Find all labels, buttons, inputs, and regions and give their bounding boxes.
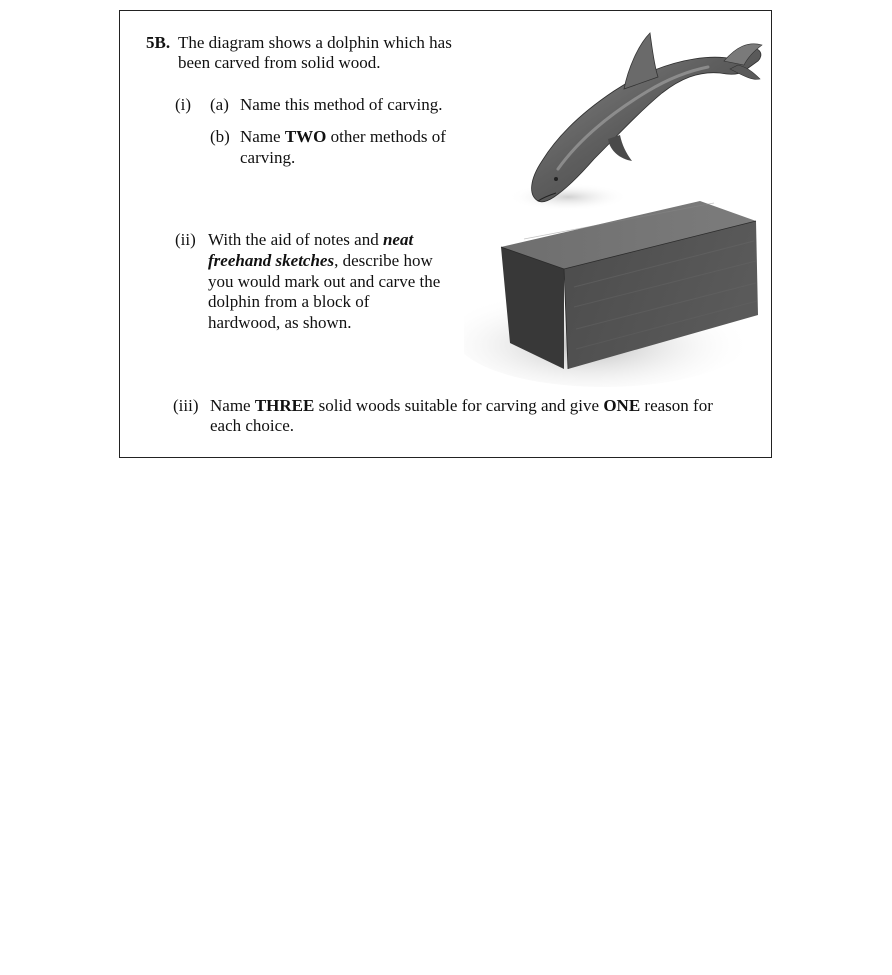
part-i-b-post: other methods of [326,127,446,146]
part-ii-line1 [208,230,413,251]
part-i-b-line1 [240,127,446,148]
part-ii-line1-emph: neat [382,230,414,249]
question-number: 5B. [146,33,171,52]
part-ii-line4: dolphin from a block of [208,292,370,311]
part-ii-line2-post: , describe how [334,251,433,270]
part-ii-line3: you would mark out and carve the [208,272,441,291]
question-box [119,10,772,458]
question-intro-line2: been carved from solid wood. [178,53,381,72]
part-i-b-label: (b) [210,127,230,146]
part-iii-mid: solid woods suitable for carving and give [314,396,604,415]
part-i-b-pre: Name [240,127,285,146]
part-ii-line2-emph: freehand sketches [208,251,335,270]
hardwood-block-image [464,195,764,387]
question-intro-line1: The diagram shows a dolphin which has [178,33,452,52]
part-iii-line1 [210,396,713,417]
part-i-a-text: Name this method of carving. [240,95,443,114]
part-iii-post: reason for [640,396,713,415]
part-ii-line5: hardwood, as shown. [208,313,352,332]
part-iii-line2: each choice. [210,416,294,435]
part-iii-bold1: THREE [254,396,315,415]
part-i-a-label: (a) [210,95,229,114]
part-ii-line1-pre: With the aid of notes and [208,230,383,249]
part-iii-label: (iii) [173,396,199,415]
part-i-label: (i) [175,95,192,114]
part-i-b-line2: carving. [240,148,296,167]
part-ii-label: (ii) [175,230,196,249]
part-ii-line2 [208,251,433,272]
part-i-b-bold: TWO [284,127,327,146]
part-iii-pre: Name [210,396,255,415]
part-iii-bold2: ONE [603,396,641,415]
dolphin-image [498,19,766,219]
